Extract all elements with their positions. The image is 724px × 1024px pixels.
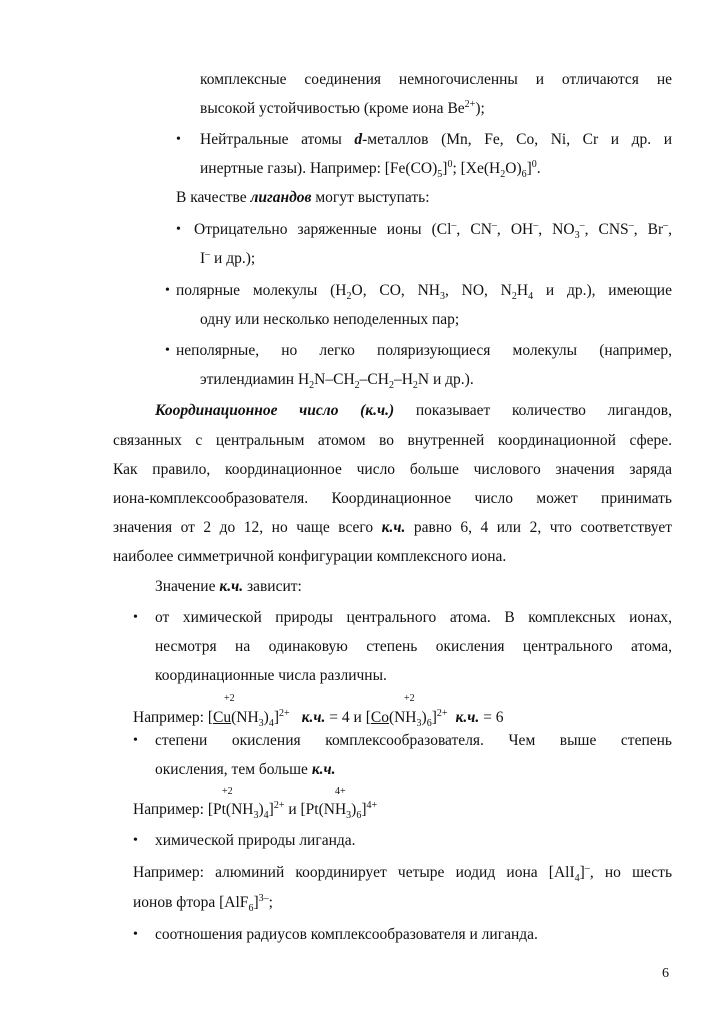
paragraph-line: наиболее симметричной конфигурации комплексного иона.	[113, 548, 507, 565]
formula-line: Например: $[Pt(NH_3)_4]^{2+}$ и $[Pt(NH_3)_6]^{4+}$	[133, 799, 378, 822]
paragraph-line: Координационное число (к.ч.) показывает количество лигандов,	[155, 402, 672, 419]
bullet-icon: •	[133, 927, 138, 942]
bullet-icon: •	[133, 733, 138, 748]
bullet-icon: •	[165, 343, 170, 358]
text-line: полярные молекулы ($H_2O$, CO, $NH_3$, NO, $N_2H_4$ и др.), имеющие	[176, 282, 672, 303]
text-line: В качестве лигандов могут выступать:	[176, 189, 430, 206]
paragraph-line: Как правило, координационное число больше числового значения заряда	[113, 461, 672, 478]
bullet-icon: •	[165, 283, 170, 298]
text-line: Например: алюминий координирует четыре иодид иона [AlI$_4$]–, но шесть	[133, 862, 673, 885]
text-line: степени окисления комплексообразователя. Чем выше степень	[155, 732, 672, 749]
paragraph-line: связанных с центральным атомом во внутренней координационной сфере.	[113, 432, 672, 449]
text-line: комплексные соединения немногочисленны и отличаются не	[200, 71, 672, 88]
text-line: неполярные, но легко поляризующиеся молекулы (например,	[176, 342, 672, 359]
oxidation-state: +2	[222, 786, 233, 797]
formula-line: Например: $[Cu(NH_3)_4]^{2+}$ к.ч. = 4 и $[Co(NH_3)_6]^{2+}$ к.ч. = 6	[133, 707, 504, 730]
bullet-icon: •	[176, 222, 181, 237]
page-number: 6	[662, 966, 669, 981]
oxidation-state: 4+	[335, 786, 346, 797]
text-line: Отрицательно заряженные ионы (Cl–, CN–, OH–, $NO_3^-$, CNS–, Br–,	[194, 219, 673, 242]
text-line: окисления, тем больше к.ч.	[155, 761, 336, 778]
text-line: Нейтральные атомы d-металлов (Mn, Fe, Co, Ni, Cr и др. и	[200, 131, 672, 148]
text-line: I– и др.);	[200, 248, 256, 267]
paragraph-line: иона-комплексообразователя. Координационное число может принимать	[113, 490, 672, 507]
text-line: высокой устойчивостью (кроме иона $Be^{2+}$);	[200, 98, 485, 117]
text-line: несмотря на одинаковую степень окисления центрального атома,	[155, 638, 672, 655]
text-line: этилендиамин $H_2N-CH_2-CH_2-H_2N$ и др.).	[200, 371, 474, 392]
text-line: инертные газы). Например: $[Fe(CO)_5]^0$; $[Xe(H_2O)_6]^0$.	[200, 158, 541, 181]
paragraph-line: значения от 2 до 12, но чаще всего к.ч. равно 6, 4 или 2, что соответствует	[113, 519, 672, 536]
bullet-icon: •	[133, 610, 138, 625]
text-line: Значение к.ч. зависит:	[155, 578, 302, 595]
bullet-icon: •	[133, 833, 138, 848]
text-line: соотношения радиусов комплексообразователя и лиганда.	[155, 926, 538, 943]
oxidation-state: +2	[404, 693, 415, 704]
text-line: ионов фтора $[AlF_6]^{3-}$;	[133, 892, 273, 915]
text-line: от химической природы центрального атома. В комплексных ионах,	[155, 609, 672, 626]
oxidation-state: +2	[224, 693, 235, 704]
bullet-icon: •	[176, 132, 181, 147]
text-line: одну или несколько неподеленных пар;	[200, 311, 460, 328]
text-line: координационные числа различны.	[155, 667, 387, 684]
text-line: химической природы лиганда.	[155, 832, 356, 849]
